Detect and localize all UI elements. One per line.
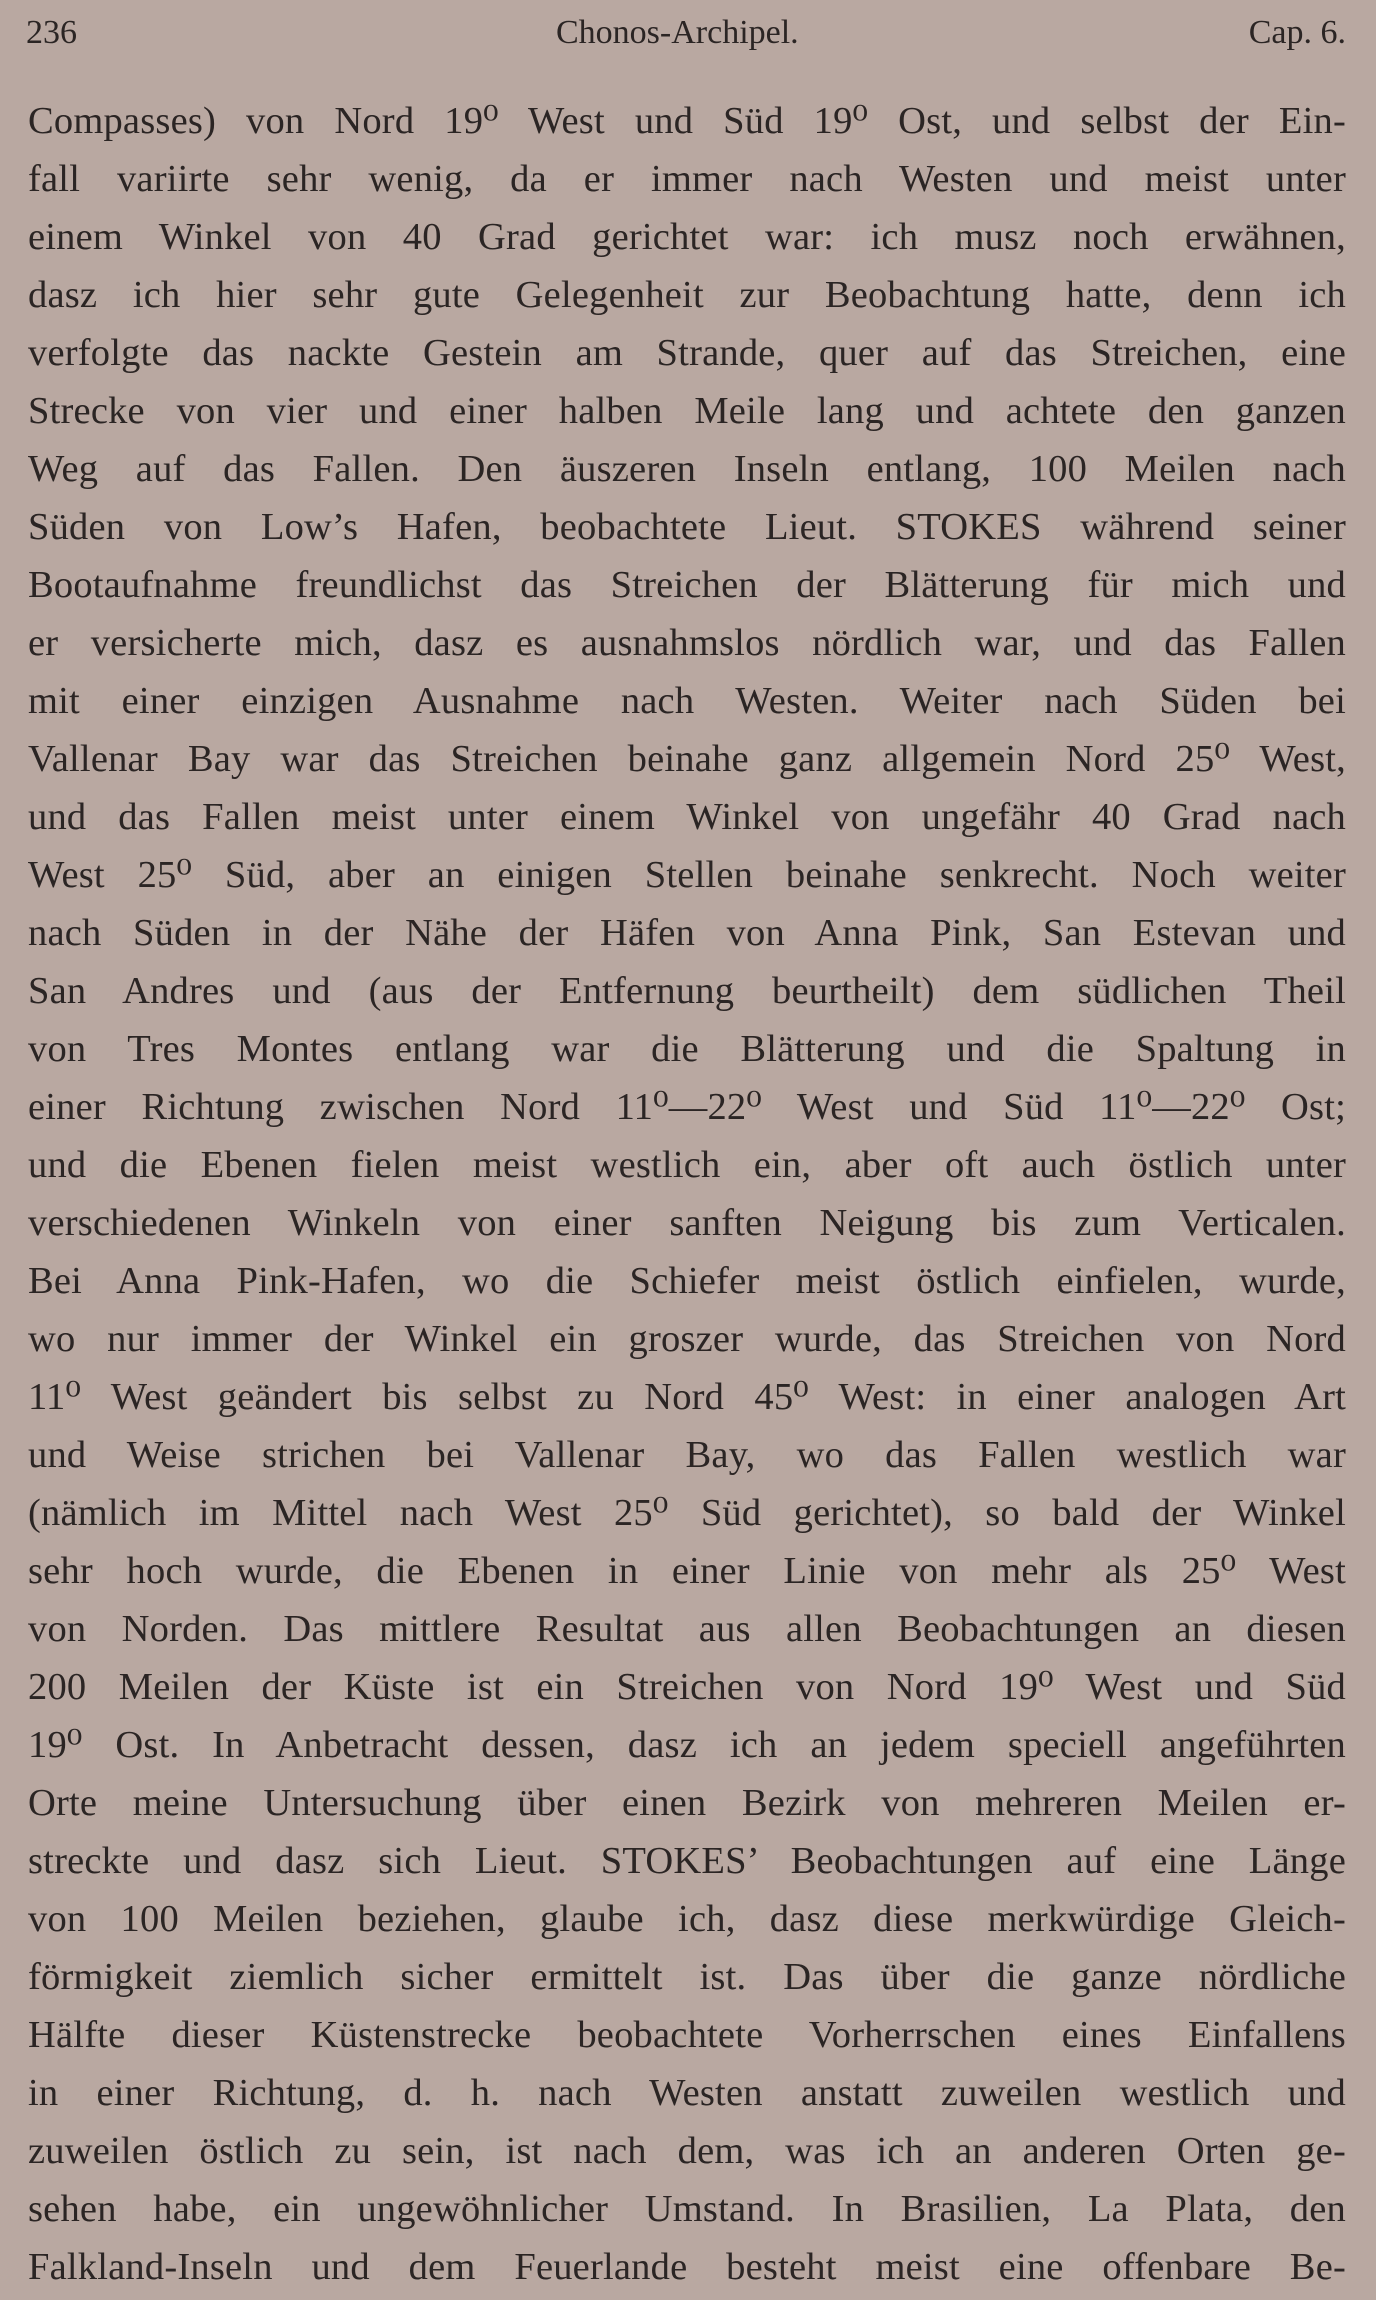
text-line: Orte meine Untersuchung über einen Bezirk von mehreren Meilen er- bbox=[28, 1782, 1346, 1824]
text-line: Compasses) von Nord 19⁰ West und Süd 19⁰ Ost, und selbst der Ein- bbox=[28, 100, 1346, 142]
text-line: er versicherte mich, dasz es ausnahmslos nördlich war, und das Fallen bbox=[28, 622, 1346, 664]
text-line: verfolgte das nackte Gestein am Strande, quer auf das Streichen, eine bbox=[28, 332, 1346, 374]
text-line: und Weise strichen bei Vallenar Bay, wo das Fallen westlich war bbox=[28, 1434, 1346, 1476]
text-line: von Tres Montes entlang war die Blätterung und die Spaltung in bbox=[28, 1028, 1346, 1070]
text-line: einer Richtung zwischen Nord 11⁰—22⁰ West und Süd 11⁰—22⁰ Ost; bbox=[28, 1086, 1346, 1128]
text-line: fall variirte sehr wenig, da er immer nach Westen und meist unter bbox=[28, 158, 1346, 200]
text-line: 200 Meilen der Küste ist ein Streichen von Nord 19⁰ West und Süd bbox=[28, 1666, 1346, 1708]
text-line: streckte und dasz sich Lieut. STOKES’ Beobachtungen auf eine Länge bbox=[28, 1840, 1346, 1882]
text-line: Süden von Low’s Hafen, beobachtete Lieut. STOKES während seiner bbox=[28, 506, 1346, 548]
text-line: von 100 Meilen beziehen, glaube ich, dasz diese merkwürdige Gleich- bbox=[28, 1898, 1346, 1940]
text-line: und das Fallen meist unter einem Winkel von ungefähr 40 Grad nach bbox=[28, 796, 1346, 838]
text-line: West 25⁰ Süd, aber an einigen Stellen beinahe senkrecht. Noch weiter bbox=[28, 854, 1346, 896]
text-line: sehen habe, ein ungewöhnlicher Umstand. In Brasilien, La Plata, den bbox=[28, 2188, 1346, 2230]
text-line: Bei Anna Pink-Hafen, wo die Schiefer meist östlich einfielen, wurde, bbox=[28, 1260, 1346, 1302]
chapter-label: Cap. 6. bbox=[1248, 14, 1346, 51]
text-line: in einer Richtung, d. h. nach Westen anstatt zuweilen westlich und bbox=[28, 2072, 1346, 2114]
text-line: Vallenar Bay war das Streichen beinahe ganz allgemein Nord 25⁰ West, bbox=[28, 738, 1346, 780]
text-line: (nämlich im Mittel nach West 25⁰ Süd gerichtet), so bald der Winkel bbox=[28, 1492, 1346, 1534]
text-line: wo nur immer der Winkel ein groszer wurde, das Streichen von Nord bbox=[28, 1318, 1346, 1360]
running-title: Chonos-Archipel. bbox=[556, 14, 799, 51]
text-line: 11⁰ West geändert bis selbst zu Nord 45⁰ West: in einer analogen Art bbox=[28, 1376, 1346, 1418]
text-line: zuweilen östlich zu sein, ist nach dem, was ich an anderen Orten ge- bbox=[28, 2130, 1346, 2172]
page-number: 236 bbox=[26, 14, 77, 51]
text-line: 19⁰ Ost. In Anbetracht dessen, dasz ich an jedem speciell angeführten bbox=[28, 1724, 1346, 1766]
text-line: von Norden. Das mittlere Resultat aus allen Beobachtungen an diesen bbox=[28, 1608, 1346, 1650]
body-text bbox=[28, 92, 1346, 2296]
text-line: förmigkeit ziemlich sicher ermittelt ist. Das über die ganze nördliche bbox=[28, 1956, 1346, 1998]
text-line: Falkland-Inseln und dem Feuerlande besteht meist eine offenbare Be- bbox=[28, 2246, 1346, 2288]
text-line: nach Süden in der Nähe der Häfen von Anna Pink, San Estevan und bbox=[28, 912, 1346, 954]
text-line: und die Ebenen fielen meist westlich ein, aber oft auch östlich unter bbox=[28, 1144, 1346, 1186]
text-line: Weg auf das Fallen. Den äuszeren Inseln entlang, 100 Meilen nach bbox=[28, 448, 1346, 490]
text-line: San Andres und (aus der Entfernung beurtheilt) dem südlichen Theil bbox=[28, 970, 1346, 1012]
text-line: Hälfte dieser Küstenstrecke beobachtete Vorherrschen eines Einfallens bbox=[28, 2014, 1346, 2056]
running-head bbox=[26, 8, 1346, 58]
text-line: Bootaufnahme freundlichst das Streichen der Blätterung für mich und bbox=[28, 564, 1346, 606]
text-line: Strecke von vier und einer halben Meile lang und achtete den ganzen bbox=[28, 390, 1346, 432]
text-line: dasz ich hier sehr gute Gelegenheit zur Beobachtung hatte, denn ich bbox=[28, 274, 1346, 316]
text-line: verschiedenen Winkeln von einer sanften Neigung bis zum Verticalen. bbox=[28, 1202, 1346, 1244]
text-line: mit einer einzigen Ausnahme nach Westen. Weiter nach Süden bei bbox=[28, 680, 1346, 722]
text-line: sehr hoch wurde, die Ebenen in einer Linie von mehr als 25⁰ West bbox=[28, 1550, 1346, 1592]
text-line: einem Winkel von 40 Grad gerichtet war: ich musz noch erwähnen, bbox=[28, 216, 1346, 258]
